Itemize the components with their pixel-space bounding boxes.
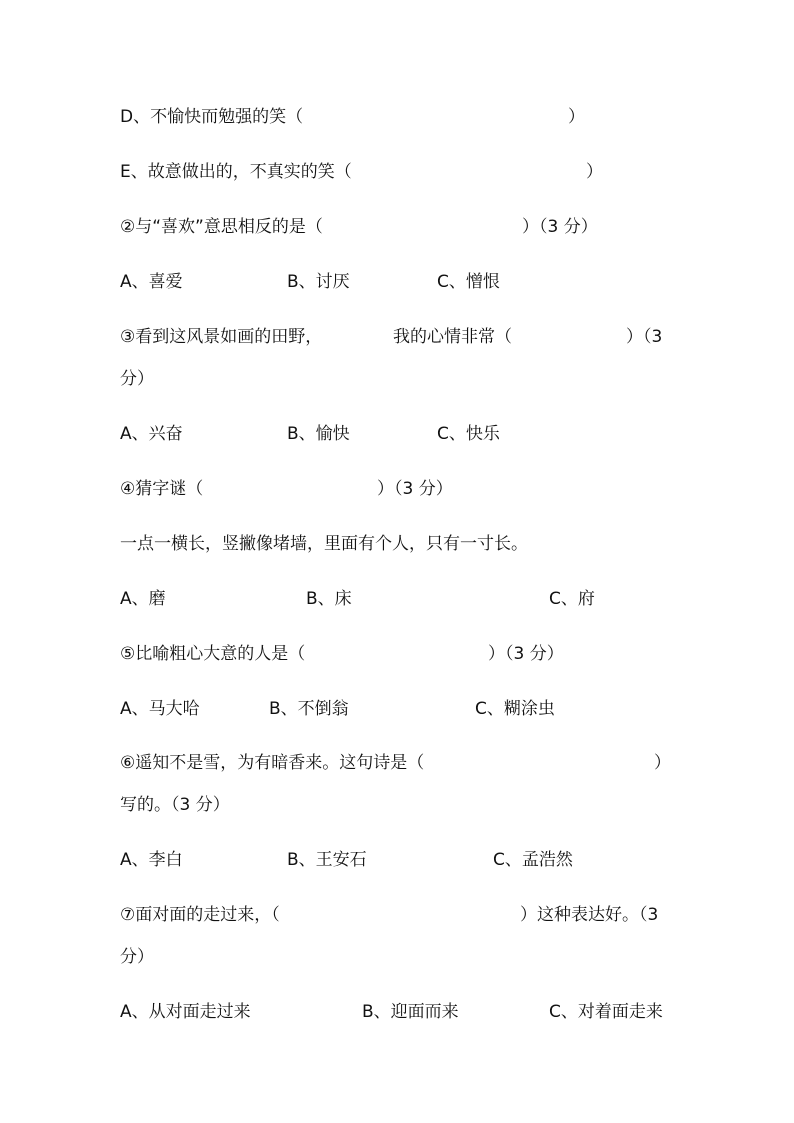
closing-paren-score: ）（3 分）: [377, 479, 453, 499]
option-c: C、府: [549, 589, 595, 609]
option-text: E、故意做出的，不真实的笑（: [120, 162, 352, 182]
option-c: C、糊涂虫: [475, 699, 555, 719]
option-b: B、王安石: [287, 850, 367, 870]
option-b: B、床: [306, 589, 352, 609]
option-text: D、不愉快而勉强的笑（: [120, 107, 304, 127]
closing-paren: ）: [568, 107, 585, 127]
closing-paren-tail: ）这种表达好。（3: [520, 905, 659, 925]
option-b: B、不倒翁: [269, 699, 349, 719]
option-c: C、对着面走来: [549, 1002, 663, 1022]
option-a: A、李白: [120, 850, 183, 870]
riddle: 一点一横长，竖撇像堵墙，里面有个人，只有一寸长。: [120, 534, 528, 554]
question-text: ④猜字谜（: [120, 479, 204, 499]
option-a: A、磨: [120, 589, 166, 609]
question-text: ⑤比喻粗心大意的人是（: [120, 644, 306, 664]
option-a: A、从对面走过来: [120, 1002, 251, 1022]
question-text-wrap: 分）: [120, 947, 154, 967]
closing-paren: ）: [586, 162, 603, 182]
option-b: B、讨厌: [287, 272, 350, 292]
question-text-wrap: 分）: [120, 369, 154, 389]
option-a: A、喜爱: [120, 272, 183, 292]
option-b: B、愉快: [287, 424, 350, 444]
closing-paren: ）: [654, 753, 671, 773]
question-text: ③看到这风景如画的田野，: [120, 327, 323, 347]
question-text-continued: 我的心情非常（: [393, 327, 512, 347]
options-row-7: [120, 1001, 663, 1111]
question-text-wrap: 写的。（3 分）: [120, 795, 230, 815]
option-a: A、兴奋: [120, 424, 183, 444]
option-c: C、孟浩然: [493, 850, 573, 870]
option-b: B、迎面而来: [362, 1002, 459, 1022]
closing-paren-score: ）（3 分）: [522, 217, 598, 237]
question-text: ⑦面对面的走过来，（: [120, 905, 280, 925]
closing-paren-score: ）（3: [626, 327, 663, 347]
question-text: ⑥遥知不是雪，为有暗香来。这句诗是（: [120, 753, 425, 773]
option-c: C、憎恨: [437, 272, 500, 292]
question-text: ②与“喜欢”意思相反的是（: [120, 217, 323, 237]
option-a: A、马大哈: [120, 699, 200, 719]
option-c: C、快乐: [437, 424, 500, 444]
closing-paren-score: ）（3 分）: [488, 644, 564, 664]
